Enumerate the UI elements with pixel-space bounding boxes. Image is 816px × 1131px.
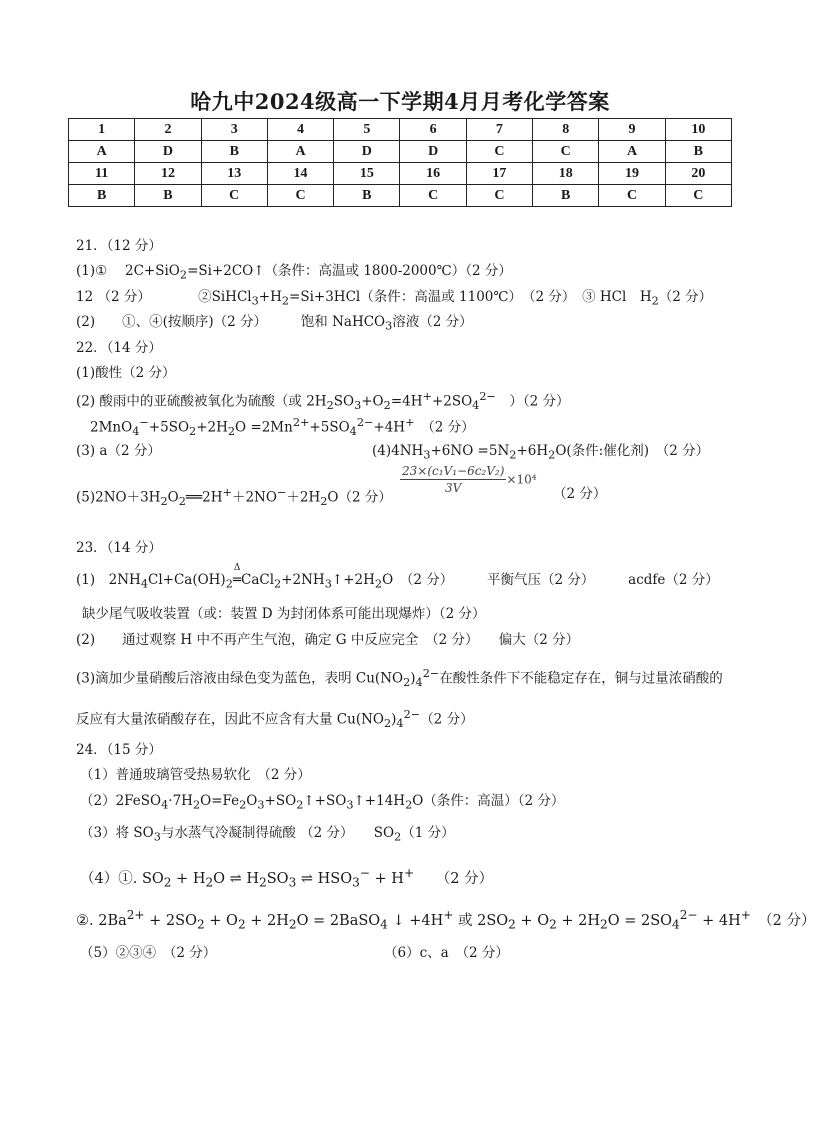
answer-table-body bbox=[69, 119, 732, 207]
answer-row bbox=[69, 163, 732, 185]
q22-fraction-score: （2 分） bbox=[553, 486, 607, 502]
answer-cell: D bbox=[135, 141, 201, 163]
page-title: 哈九中2024级高一下学期4月月考化学答案 bbox=[190, 89, 610, 114]
fraction-expression: $\frac{\text{23×(c₁V₁−6c₂V₂)}}{3V}$ bbox=[402, 464, 505, 496]
answer-cell: 13 bbox=[201, 163, 267, 185]
q22-heading: 22．（14 分） bbox=[76, 340, 162, 356]
heat-delta-symbol: Δ ═ bbox=[232, 563, 242, 588]
answer-cell: 14 bbox=[267, 163, 333, 185]
answer-cell: B bbox=[334, 185, 400, 207]
answer-cell: C bbox=[466, 185, 532, 207]
q22-line4: (3) a（2 分） bbox=[76, 443, 161, 459]
q23-line2: 缺少尾气吸收装置（或：装置 D 为封闭体系可能出现爆炸）（2 分） bbox=[82, 606, 486, 622]
answer-cell: 10 bbox=[665, 119, 731, 141]
q24-line6a: （5）②③④ （2 分） bbox=[80, 945, 217, 961]
answer-row bbox=[69, 141, 732, 163]
q21-line1: (1)① 2C+SiO$_2$=Si+2CO↑（条件：高温或 1800-2000℃）（2 分） bbox=[76, 263, 512, 282]
answer-cell: 1 bbox=[69, 119, 135, 141]
answer-cell: 15 bbox=[334, 163, 400, 185]
answer-cell: A bbox=[267, 141, 333, 163]
answer-row bbox=[69, 185, 732, 207]
answer-cell: D bbox=[334, 141, 400, 163]
answer-cell: 4 bbox=[267, 119, 333, 141]
answer-cell: C bbox=[665, 185, 731, 207]
answer-cell: C bbox=[533, 141, 599, 163]
q24-heading: 24．（15 分） bbox=[76, 742, 162, 758]
answer-row bbox=[69, 119, 732, 141]
q24-line3: （3）将 $SO_3$与水蒸气冷凝制得硫酸 （2 分） $SO_2(1$ 分） bbox=[80, 825, 455, 844]
answer-cell: C bbox=[466, 141, 532, 163]
answer-cell: 12 bbox=[135, 163, 201, 185]
q24-line5: ②. $2Ba^{2+} + 2SO_2 + O_2 + 2H_2O$ = 2BaSO$_4$ ↓ +4H+ 或 $2SO_2 + O_2 + 2H_2O = 2SO_4^{2-} + 4H^+$ （2 分） bbox=[76, 908, 816, 932]
answer-cell: 5 bbox=[334, 119, 400, 141]
q22-line1: (1)酸性（2 分） bbox=[76, 365, 176, 381]
q22-line5: $(4)4NH_3+6NO =5N_2+6H_2O$(条件:催化剂) （2 分） bbox=[372, 443, 710, 462]
q22-line2: (2) 酸雨中的亚硫酸被氧化为硫酸（或 $2H_2SO_3+O_2=4H^++2SO_4^{2-}$ ）（2 分） bbox=[76, 390, 570, 413]
answer-cell: 16 bbox=[400, 163, 466, 185]
answer-cell: C bbox=[599, 185, 665, 207]
q21-line2: 12 （2 分） $②SiHCl_3+H_2=Si+3HCl$（条件：高温或 1100℃） （2 分） ③ HCl $H_2(2$ 分） bbox=[76, 289, 713, 308]
answer-cell: 7 bbox=[466, 119, 532, 141]
answer-cell: C bbox=[400, 185, 466, 207]
answer-cell: 9 bbox=[599, 119, 665, 141]
answer-cell: D bbox=[400, 141, 466, 163]
answer-cell: B bbox=[533, 185, 599, 207]
q23-line5: 反应有大量浓硝酸存在，因此不应含有大量 $Cu(NO_2)_4^{2-}(2$ 分） bbox=[76, 708, 474, 731]
q22-fraction: $\frac{\text{23×(c₁V₁−6c₂V₂)}}{3V}$ ×10⁴ bbox=[402, 464, 537, 496]
q22-line3: $2MnO_4^-+5SO_2+2H_2O =2Mn^{2+}+5SO_4^{2-}+4H^+$ （2 分） bbox=[90, 416, 475, 439]
answer-cell: 8 bbox=[533, 119, 599, 141]
q22-line6: $(5)2NO+3H_2O_2══2H^++2NO^-+2H_2O(2$ 分） bbox=[76, 486, 392, 509]
q23-heading: 23．（14 分） bbox=[76, 540, 162, 556]
q23-line1: (1) $2NH_4Cl+Ca(OH)_2$ Δ $═CaCl_2+2NH_3↑+2H_2O$ （2 分） 平衡气压（2 分） acdfe（2 分） bbox=[76, 563, 719, 591]
q21-line3: (2) ①、④(按顺序)（2 分） 饱和 NaHCO$_3$溶液（2 分） bbox=[76, 314, 473, 333]
answer-cell: C bbox=[267, 185, 333, 207]
answer-cell: 17 bbox=[466, 163, 532, 185]
answer-cell: 11 bbox=[69, 163, 135, 185]
q23-line4: (3)滴加少量硝酸后溶液由绿色变为蓝色，表明 $Cu(NO_2)_4^{2-}$在酸性条件下不能稳定存在，铜与过量浓硝酸的 bbox=[76, 667, 723, 690]
answer-cell: 20 bbox=[665, 163, 731, 185]
answer-cell: 2 bbox=[135, 119, 201, 141]
answer-cell: 6 bbox=[400, 119, 466, 141]
answer-cell: B bbox=[135, 185, 201, 207]
q24-line4: （4）①. $SO_2 + H_2O$ ⇌ $H_2SO_3$ ⇌ $HSO_3^- + H^+$ （2 分） bbox=[80, 866, 494, 890]
answer-cell: B bbox=[201, 141, 267, 163]
answer-cell: A bbox=[599, 141, 665, 163]
answer-cell: 3 bbox=[201, 119, 267, 141]
answer-cell: B bbox=[665, 141, 731, 163]
q24-line6b: （6）c、a （2 分） bbox=[384, 945, 509, 961]
q21-heading: 21．（12 分） bbox=[76, 238, 162, 254]
answer-cell: A bbox=[69, 141, 135, 163]
answer-cell: 18 bbox=[533, 163, 599, 185]
answer-cell: B bbox=[69, 185, 135, 207]
answer-cell: C bbox=[201, 185, 267, 207]
q24-line2: $(2)2FeSO_4\cdot 7H_2O=Fe_2O_3+SO_2↑+SO_3↑+14H_2O$（条件：高温）（2 分） bbox=[80, 793, 565, 812]
q24-line1: （1）普通玻璃管受热易软化 （2 分） bbox=[80, 767, 311, 783]
q23-line3: (2) 通过观察 H 中不再产生气泡，确定 G 中反应完全 （2 分） 偏大（2 分） bbox=[76, 632, 580, 648]
answer-cell: 19 bbox=[599, 163, 665, 185]
answer-table bbox=[68, 118, 732, 207]
